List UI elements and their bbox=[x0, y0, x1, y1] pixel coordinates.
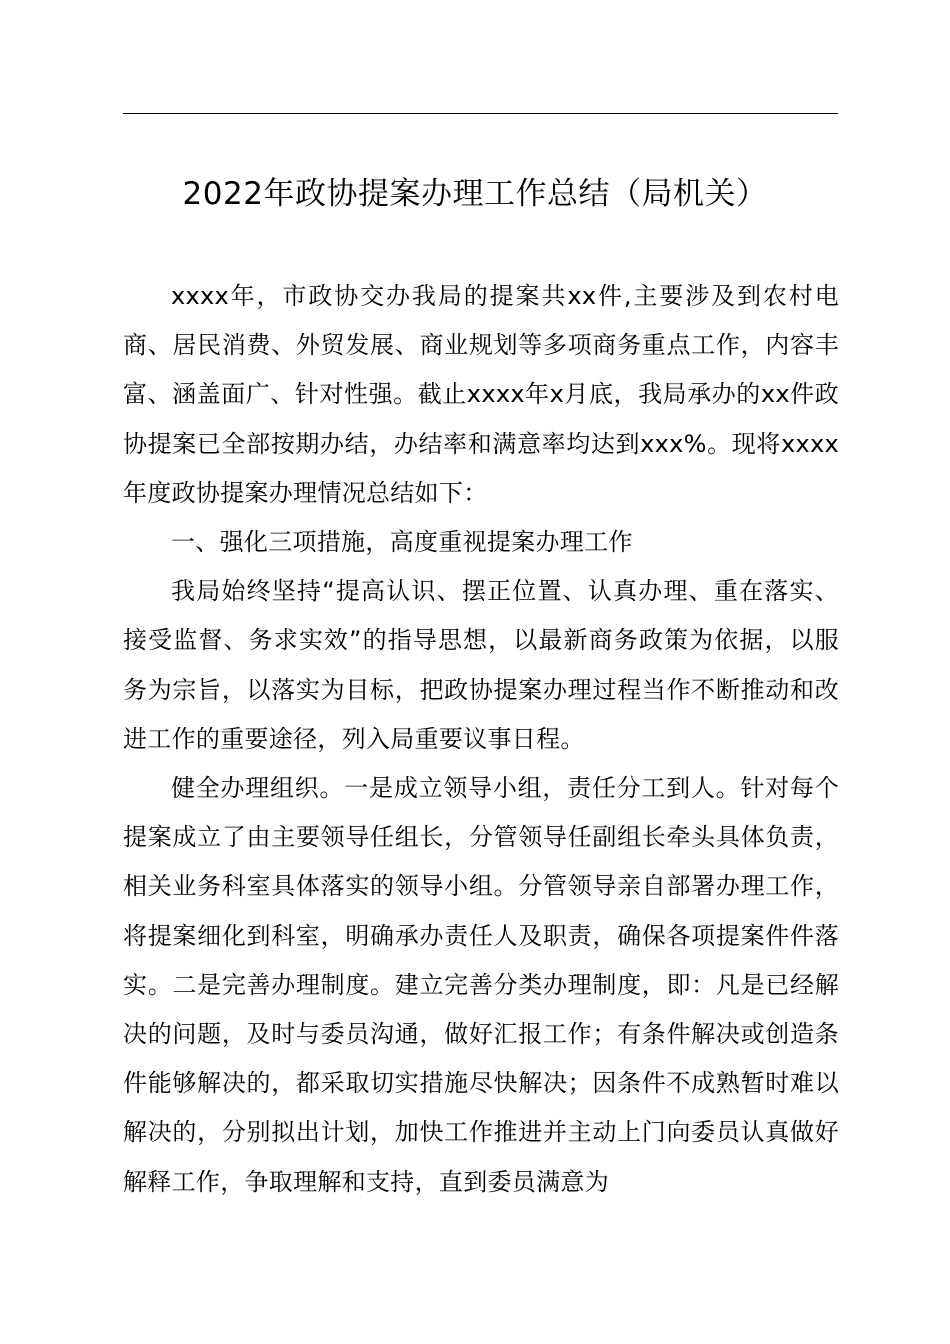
document-title: 2022年政协提案办理工作总结（局机关） bbox=[182, 176, 768, 212]
header-rule bbox=[123, 113, 838, 114]
section-one-paragraph: 我局始终坚持“提高认识、摆正位置、认真办理、重在落实、接受监督、务求实效”的指导思想，以最新商务政策为依据，以服务为宗旨，以落实为目标，把政协提案办理过程当作不断推动和改进工作的重要途径，列入局重要议事日程。 bbox=[123, 577, 839, 753]
document-body bbox=[123, 272, 839, 1207]
intro-paragraph: xxxx年，市政协交办我局的提案共xx件,主要涉及到农村电商、居民消费、外贸发展、商业规划等多项商务重点工作，内容丰富、涵盖面广、针对性强。截止xxxx年x月底，我局承办的xx件政协提案已全部按期办结，办结率和满意率均达到xxx%。现将xxxx年度政协提案办理情况总结如下： bbox=[123, 282, 839, 507]
section-one-heading: 一、强化三项措施，高度重视提案办理工作 bbox=[171, 528, 633, 557]
organization-paragraph: 健全办理组织。一是成立领导小组，责任分工到人。针对每个提案成立了由主要领导任组长，分管领导任副组长牵头具体负责，相关业务科室具体落实的领导小组。分管领导亲自部署办理工作，将提案细化到科室，明确承办责任人及职责，确保各项提案件件落实。二是完善办理制度。建立完善分类办理制度，即：凡是已经解决的问题，及时与委员沟通，做好汇报工作；有条件解决或创造条件能够解决的，都采取切实措施尽快解决；因条件不成熟暂时难以解决的，分别拟出计划，加快工作推进并主动上门向委员认真做好解释工作，争取理解和支持，直到委员满意为 bbox=[123, 774, 839, 1196]
